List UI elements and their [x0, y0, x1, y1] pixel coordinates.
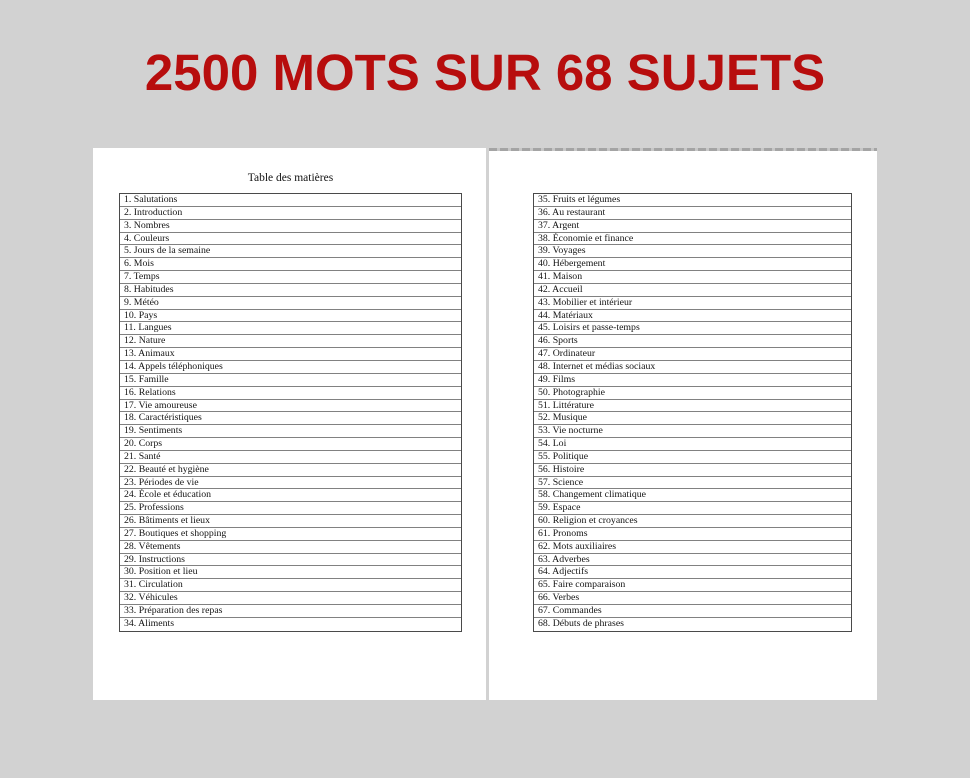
toc-item: 5. Jours de la semaine — [120, 245, 461, 258]
toc-item: 57. Science — [534, 477, 851, 490]
toc-item: 26. Bâtiments et lieux — [120, 515, 461, 528]
toc-item: 21. Santé — [120, 451, 461, 464]
toc-table-left — [119, 193, 462, 632]
toc-item: 8. Habitudes — [120, 284, 461, 297]
toc-item: 37. Argent — [534, 220, 851, 233]
toc-item: 68. Débuts de phrases — [538, 617, 624, 629]
toc-item: 33. Préparation des repas — [120, 605, 461, 618]
toc-item: 58. Changement climatique — [534, 489, 851, 502]
toc-item: 11. Langues — [120, 322, 461, 335]
toc-item: 23. Périodes de vie — [120, 477, 461, 490]
toc-item: 30. Position et lieu — [120, 566, 461, 579]
toc-item: 38. Économie et finance — [534, 233, 851, 246]
toc-item: 12. Nature — [120, 335, 461, 348]
toc-item: 51. Littérature — [534, 400, 851, 413]
toc-item: 60. Religion et croyances — [534, 515, 851, 528]
toc-item: 39. Voyages — [534, 245, 851, 258]
toc-item: 29. Instructions — [120, 554, 461, 567]
toc-item: 28. Vêtements — [120, 541, 461, 554]
toc-item: 4. Couleurs — [120, 233, 461, 246]
toc-item: 43. Mobilier et intérieur — [534, 297, 851, 310]
toc-item: 14. Appels téléphoniques — [120, 361, 461, 374]
toc-item: 63. Adverbes — [534, 554, 851, 567]
toc-item: 56. Histoire — [534, 464, 851, 477]
toc-item: 49. Films — [534, 374, 851, 387]
right-page — [489, 148, 877, 700]
toc-item: 31. Circulation — [120, 579, 461, 592]
toc-item: 34. Aliments — [124, 617, 175, 629]
toc-item: 47. Ordinateur — [534, 348, 851, 361]
toc-item: 42. Accueil — [534, 284, 851, 297]
toc-item: 24. École et éducation — [120, 489, 461, 502]
toc-item: 66. Verbes — [534, 592, 851, 605]
toc-item: 35. Fruits et légumes — [534, 194, 851, 207]
left-page — [93, 148, 486, 700]
toc-item: 59. Espace — [534, 502, 851, 515]
toc-item: 54. Loi — [534, 438, 851, 451]
toc-item: 36. Au restaurant — [534, 207, 851, 220]
toc-item: 64. Adjectifs — [534, 566, 851, 579]
toc-item: 44. Matériaux — [534, 310, 851, 323]
toc-item: 41. Maison — [534, 271, 851, 284]
toc-item: 6. Mois — [120, 258, 461, 271]
toc-item: 7. Temps — [120, 271, 461, 284]
toc-item: 55. Politique — [534, 451, 851, 464]
toc-item: 40. Hébergement — [534, 258, 851, 271]
toc-item: 65. Faire comparaison — [534, 579, 851, 592]
toc-item: 20. Corps — [120, 438, 461, 451]
toc-item: 13. Animaux — [120, 348, 461, 361]
toc-item: 48. Internet et médias sociaux — [534, 361, 851, 374]
toc-item: 27. Boutiques et shopping — [120, 528, 461, 541]
toc-item: 2. Introduction — [120, 207, 461, 220]
toc-item: 1. Salutations — [120, 194, 461, 207]
toc-item: 67. Commandes — [534, 605, 851, 618]
toc-heading: Table des matières — [247, 172, 334, 184]
toc-item: 52. Musique — [534, 412, 851, 425]
toc-item: 15. Famille — [120, 374, 461, 387]
toc-item: 50. Photographie — [534, 387, 851, 400]
toc-item: 17. Vie amoureuse — [120, 400, 461, 413]
toc-item: 22. Beauté et hygiène — [120, 464, 461, 477]
toc-item: 18. Caractéristiques — [120, 412, 461, 425]
toc-item: 3. Nombres — [120, 220, 461, 233]
toc-item: 45. Loisirs et passe-temps — [534, 322, 851, 335]
toc-item: 9. Météo — [120, 297, 461, 310]
toc-item: 61. Pronoms — [534, 528, 851, 541]
toc-item: 10. Pays — [120, 310, 461, 323]
toc-item: 25. Professions — [120, 502, 461, 515]
toc-item: 32. Véhicules — [120, 592, 461, 605]
toc-table-right — [533, 193, 852, 632]
toc-item: 62. Mots auxiliaires — [534, 541, 851, 554]
toc-item: 19. Sentiments — [120, 425, 461, 438]
page-title: 2500 MOTS SUR 68 SUJETS — [144, 44, 826, 101]
toc-item: 46. Sports — [534, 335, 851, 348]
toc-item: 16. Relations — [120, 387, 461, 400]
toc-item: 53. Vie nocturne — [534, 425, 851, 438]
